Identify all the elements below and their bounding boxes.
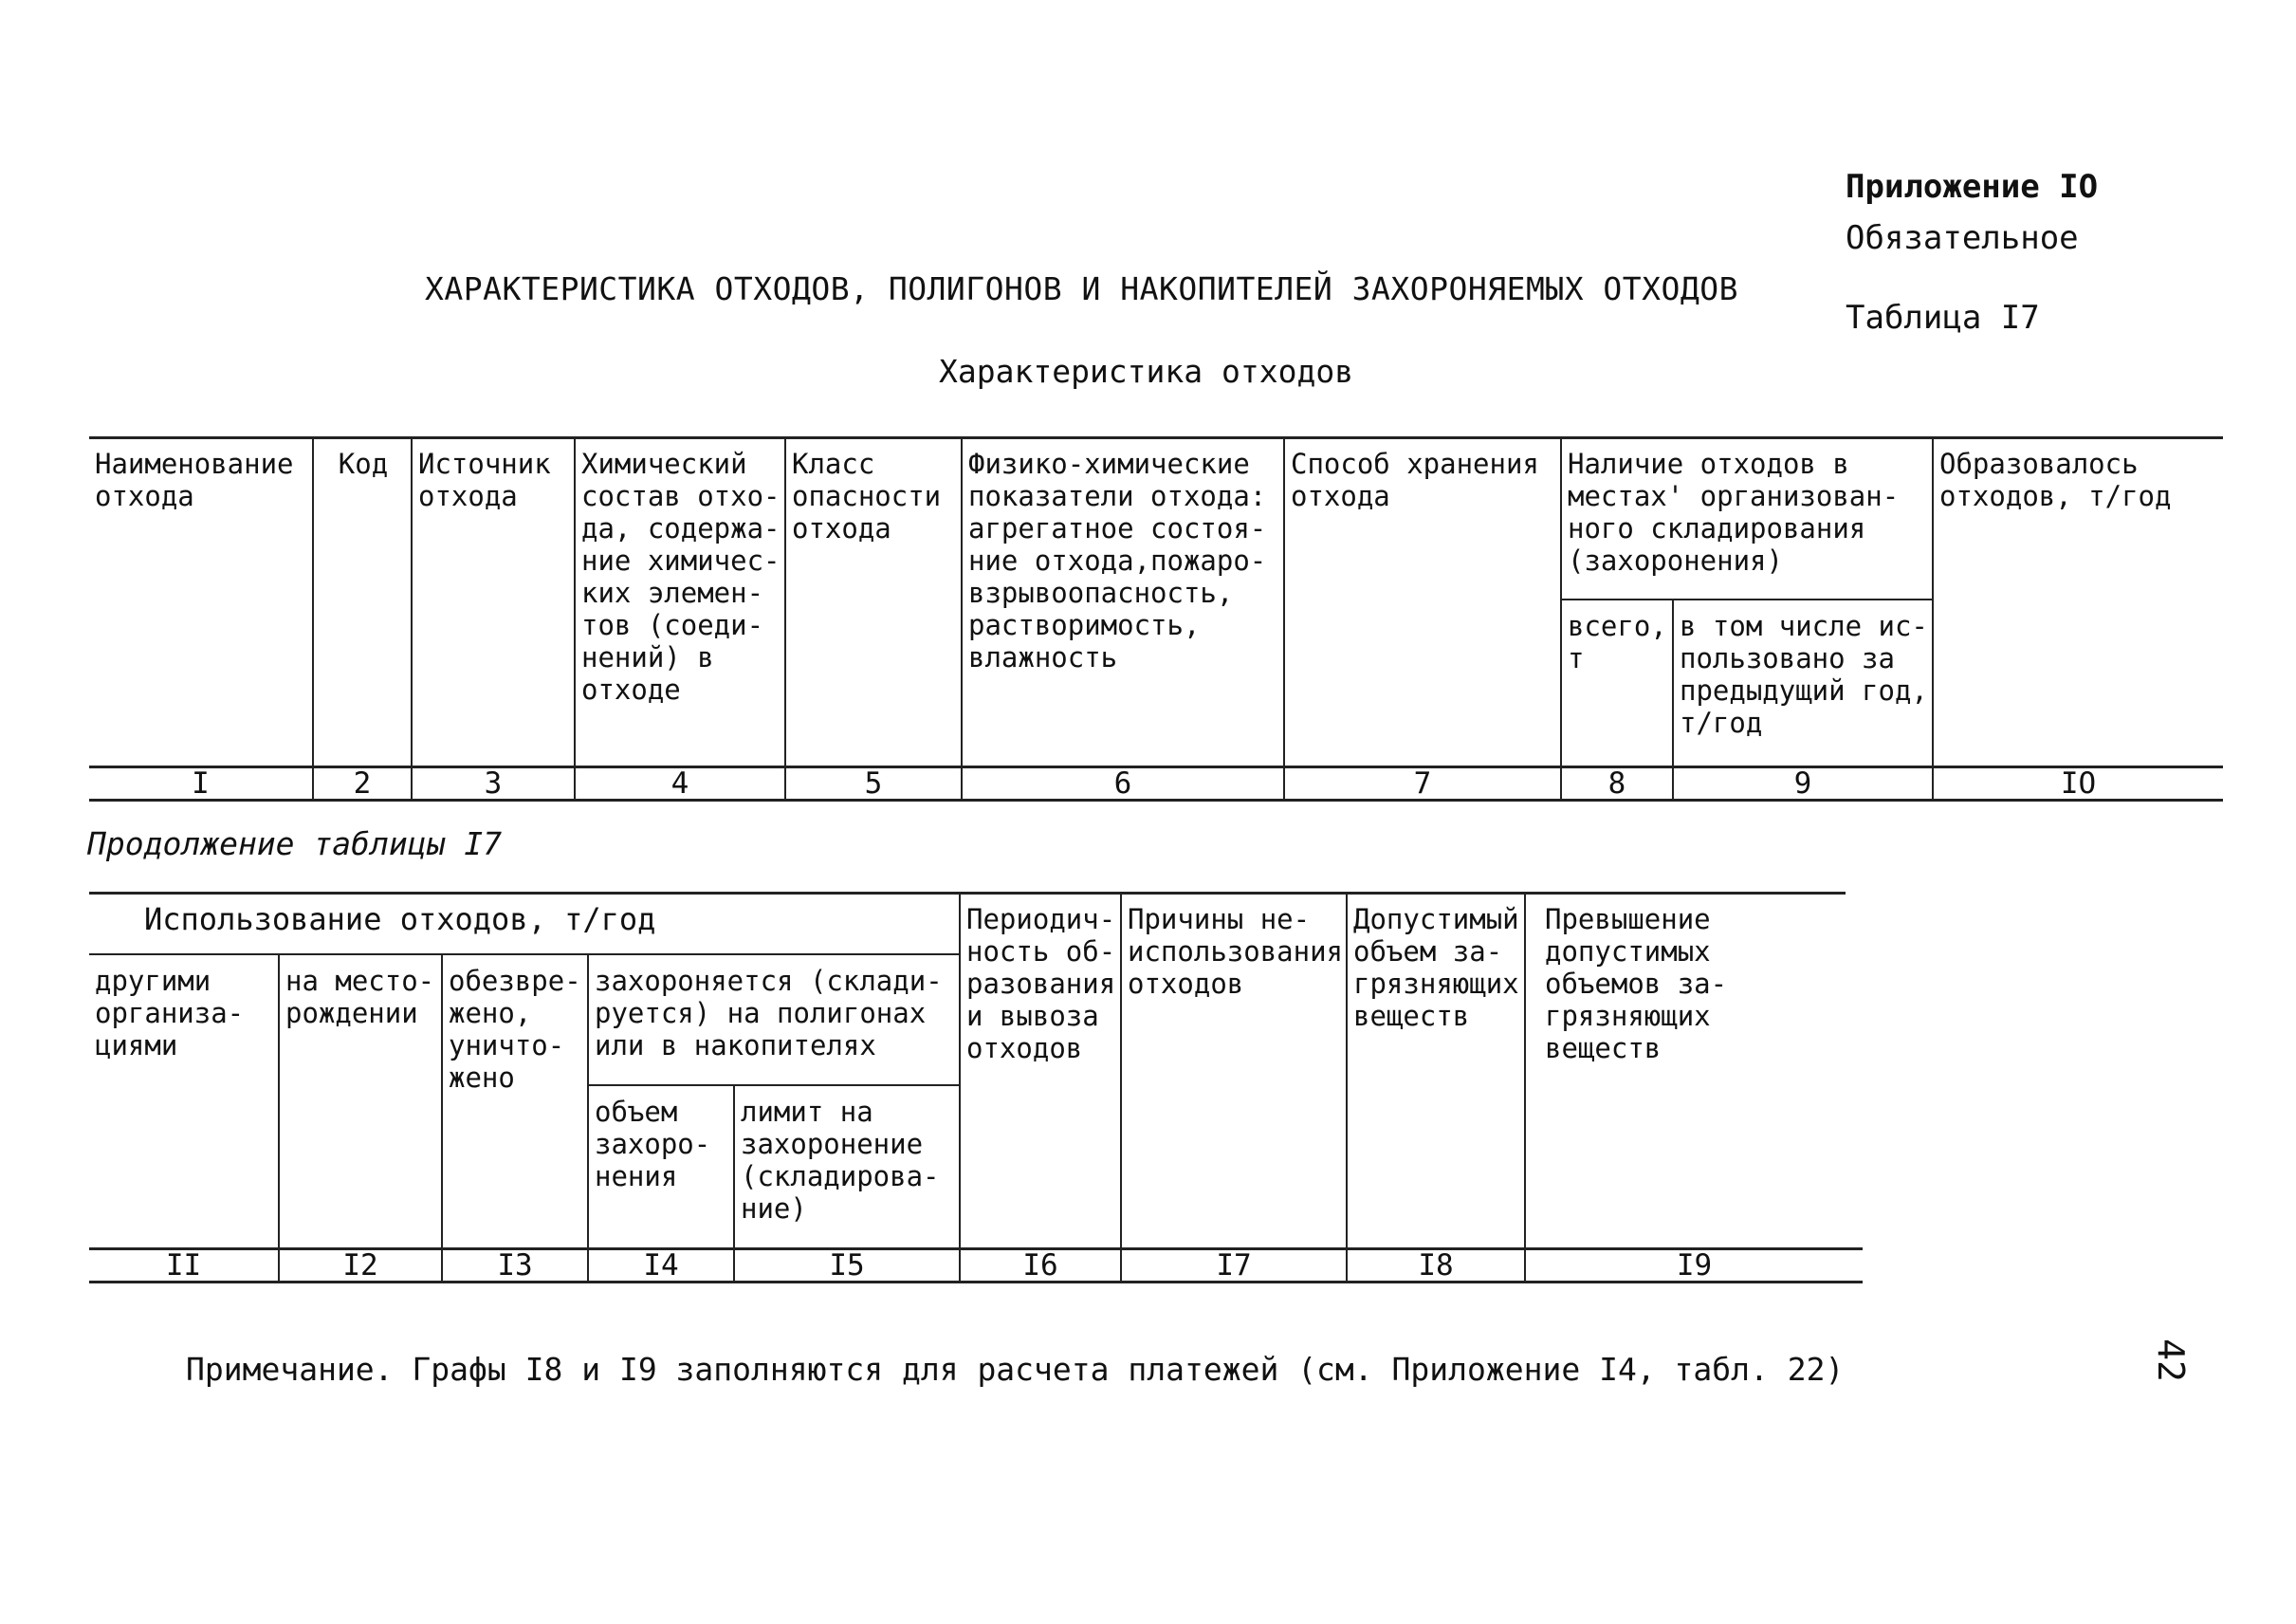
header-neutralized: обезвре- жено, уничто- жено [442, 954, 588, 1248]
document-title: ХАРАКТЕРИСТИКА ОТХОДОВ, ПОЛИГОНОВ И НАКОПИТЕЛЕЙ ЗАХОРОНЯЕМЫХ ОТХОДОВ [425, 270, 1739, 307]
header-allowable-volume: Допустимый объем за- грязняющих веществ [1347, 894, 1525, 1248]
header-source: Источник отхода [412, 438, 575, 766]
header-waste-name: Наименование отхода [89, 438, 313, 766]
footnote: Примечание. Графы I8 и I9 заполняются для расчета платежей (см. Приложение I4, табл. 22) [186, 1351, 1845, 1388]
continuation-label: Продолжение таблицы I7 [87, 825, 503, 862]
table-number-label: Таблица I7 [1846, 299, 2040, 337]
column-number: 8 [1561, 766, 1673, 800]
header-other-organizations: другими организа- циями [89, 954, 279, 1248]
column-number: I7 [1121, 1248, 1347, 1282]
page-number: 42 [2149, 1338, 2192, 1382]
column-number: 4 [575, 766, 785, 800]
table-subtitle: Характеристика отходов [939, 353, 1354, 390]
header-physico-chemical: Физико-химические показатели отхода: агрегатное состоя- ние отхода,пожаро- взрывоопасность, растворимость, влажность [962, 438, 1284, 766]
column-number: 3 [412, 766, 575, 800]
column-number: II [89, 1248, 279, 1282]
column-number: 9 [1673, 766, 1933, 800]
header-nonuse-reasons: Причины не- использования отходов [1121, 894, 1347, 1248]
header-used-previous-year: в том числе ис- пользовано за предыдущий год, т/год [1673, 600, 1933, 766]
mandatory-label: Обязательное [1846, 219, 2079, 257]
column-number: I4 [588, 1248, 734, 1282]
header-waste-generated: Образовалось отходов, т/год [1933, 438, 2223, 766]
column-number: I5 [734, 1248, 960, 1282]
header-chemical-composition: Химический состав отхо- да, содержа- ние химичес- ких элемен- тов (соеди- нений) в отходе [575, 438, 785, 766]
column-number: 7 [1284, 766, 1561, 800]
column-number: I9 [1525, 1248, 1863, 1282]
column-number: I2 [279, 1248, 442, 1282]
header-hazard-class: Класс опасности отхода [785, 438, 962, 766]
header-burial-limit: лимит на захоронение (складирова- ние) [734, 1085, 960, 1248]
header-burial-volume: объем захоро- нения [588, 1085, 734, 1248]
header-total: всего, т [1561, 600, 1673, 766]
waste-usage-table [89, 894, 1863, 1283]
column-number: 6 [962, 766, 1284, 800]
appendix-label: Приложение IO [1846, 168, 2099, 206]
header-at-deposit: на место- рождении [279, 954, 442, 1248]
column-number: 5 [785, 766, 962, 800]
waste-characteristics-table [89, 438, 2223, 802]
header-waste-usage: Использование отходов, т/год [89, 894, 960, 954]
header-storage-method: Способ хранения отхода [1284, 438, 1561, 766]
header-buried: захороняется (склади- руется) на полигонах или в накопителях [588, 954, 960, 1085]
column-number: IO [1933, 766, 2223, 800]
column-number: I [89, 766, 313, 800]
header-excess-volume: Превышение допустимых объемов за- грязняющих веществ [1525, 894, 1863, 1248]
column-number: I6 [960, 1248, 1121, 1282]
header-periodicity: Периодич- ность об- разования и вывоза отходов [960, 894, 1121, 1248]
column-number: I8 [1347, 1248, 1525, 1282]
column-number: 2 [313, 766, 412, 800]
header-code: Код [313, 438, 412, 766]
header-waste-in-storage: Наличие отходов в местах' организован- ного складирования (захоронения) [1561, 438, 1933, 600]
column-number: I3 [442, 1248, 588, 1282]
